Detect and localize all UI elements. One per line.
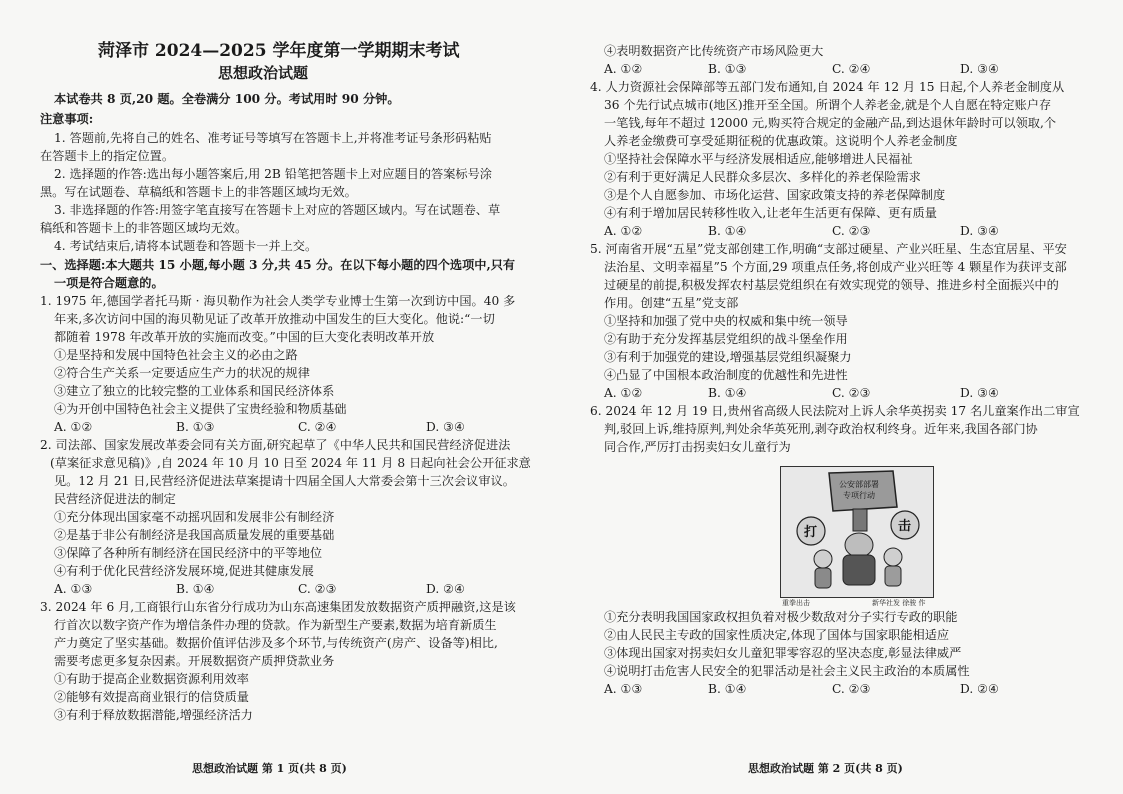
q2-option-c[interactable]: C. ②③: [298, 582, 337, 596]
q1-option-b[interactable]: B. ①③: [176, 420, 215, 434]
notice-line: 黑。写在试题卷、草稿纸和答题卡上的非答题区域均无效。: [40, 185, 357, 199]
cartoon-drawing: [781, 467, 933, 597]
section-heading: 一项是符合题意的。: [54, 276, 164, 290]
q6-stem: 6. 2024 年 12 月 19 日,贵州省高级人民法院对上诉人余华英拐卖 17 名儿童案作出二审宣: [590, 404, 1080, 418]
notice-title: 注意事项:: [40, 112, 94, 126]
cartoon-image: [780, 466, 934, 598]
page-footer: 思想政治试题 第 1 页(共 8 页): [192, 762, 347, 775]
sign-line: 公安部部署: [839, 480, 879, 489]
q5-item: ④凸显了中国根本政治制度的优越性和先进性: [604, 368, 848, 382]
sign-line: 专项行动: [843, 491, 875, 500]
hit-glyph: 击: [898, 519, 912, 534]
q4-option-b[interactable]: B. ①④: [708, 224, 747, 238]
page-1: [40, 0, 560, 794]
cartoon-caption: 重拳出击: [782, 599, 810, 607]
q1-option-c[interactable]: C. ②④: [298, 420, 337, 434]
q1-item: ①是坚持和发展中国特色社会主义的必由之路: [54, 348, 298, 362]
exam-title: 菏泽市 2024—2025 学年度第一学期期末考试: [98, 41, 460, 61]
q1-option-d[interactable]: D. ③④: [426, 420, 465, 434]
section-heading: 一、选择题:本大题共 15 小题,每小题 3 分,共 45 分。在以下每小题的四个选项中,只有: [40, 258, 516, 272]
q6-option-d[interactable]: D. ②④: [960, 682, 999, 696]
q1-option-a[interactable]: A. ①②: [54, 420, 93, 434]
notice-line: 4. 考试结束后,请将本试题卷和答题卡一并上交。: [54, 239, 318, 253]
q2-stem: 民营经济促进法的制定: [54, 492, 176, 506]
q4-item: ④有利于增加居民转移性收入,让老年生活更有保障、更有质量: [604, 206, 937, 220]
q2-option-a[interactable]: A. ①③: [54, 582, 93, 596]
q4-item: ①坚持社会保障水平与经济发展相适应,能够增进人民福祉: [604, 152, 913, 166]
notice-line: 在答题卡上的指定位置。: [40, 149, 175, 163]
notice-line: 稿纸和答题卡上的非答题区域均无效。: [40, 221, 248, 235]
q3-option-d[interactable]: D. ③④: [960, 62, 999, 76]
q4-option-c[interactable]: C. ②③: [832, 224, 871, 238]
q5-option-c[interactable]: C. ②③: [832, 386, 871, 400]
q4-item: ②有利于更好满足人民群众多层次、多样化的养老保险需求: [604, 170, 921, 184]
q4-option-d[interactable]: D. ③④: [960, 224, 999, 238]
q2-item: ②是基于非公有制经济是我国高质量发展的重要基础: [54, 528, 335, 542]
q3-item: ①有助于提高企业数据资源利用效率: [54, 672, 249, 686]
q1-stem: 1. 1975 年,德国学者托马斯 · 海贝勒作为社会人类学专业博士生第一次到访中国。40 多: [40, 294, 516, 308]
exam-subject: 思想政治试题: [218, 64, 309, 82]
q3-stem: 需要考虑更多复杂因素。开展数据资产质押贷款业务: [54, 654, 335, 668]
q5-option-b[interactable]: B. ①④: [708, 386, 747, 400]
q3-option-c[interactable]: C. ②④: [832, 62, 871, 76]
q2-stem: (草案征求意见稿)》,自 2024 年 10 月 10 日至 2024 年 11 月 8 日起向社会公开征求意: [50, 456, 531, 470]
q4-stem: 人养老金缴费可享受延期征税的优惠政策。这说明个人养老金制度: [604, 134, 958, 148]
q6-option-a[interactable]: A. ①③: [604, 682, 643, 696]
page-2: [590, 0, 1110, 794]
hit-glyph: 打: [804, 525, 818, 540]
q1-item: ④为开创中国特色社会主义提供了宝贵经验和物质基础: [54, 402, 347, 416]
q5-item: ①坚持和加强了党中央的权威和集中统一领导: [604, 314, 848, 328]
cartoon-credit: 新华社发 徐骏 作: [872, 599, 926, 607]
exam-intro: 本试卷共 8 页,20 题。全卷满分 100 分。考试用时 90 分钟。: [54, 92, 400, 106]
notice-line: 3. 非选择题的作答:用签字笔直接写在答题卡上对应的答题区域内。写在试题卷、草: [54, 203, 501, 217]
notice-line: 1. 答题前,先将自己的姓名、准考证号等填写在答题卡上,并将准考证号条形码粘贴: [54, 131, 492, 145]
q2-stem: 2. 司法部、国家发展改革委会同有关方面,研究起草了《中华人民共和国民营经济促进法: [40, 438, 511, 452]
q3-item: ③有利于释放数据潜能,增强经济活力: [54, 708, 253, 722]
q5-item: ②有助于充分发挥基层党组织的战斗堡垒作用: [604, 332, 848, 346]
q1-item: ③建立了独立的比较完整的工业体系和国民经济体系: [54, 384, 335, 398]
q4-stem: 36 个先行试点城市(地区)推开至全国。所谓个人养老金,就是个人自愿在特定账户存: [604, 98, 1052, 112]
q3-item: ④表明数据资产比传统资产市场风险更大: [604, 44, 824, 58]
q3-option-a[interactable]: A. ①②: [604, 62, 643, 76]
q2-item: ①充分体现出国家毫不动摇巩固和发展非公有制经济: [54, 510, 335, 524]
q5-stem: 法治星、文明幸福星”5 个方面,29 项重点任务,将创成产业兴旺等 4 颗星作为获评支部: [604, 260, 1067, 274]
q1-item: ②符合生产关系一定要适应生产力的状况的规律: [54, 366, 310, 380]
q1-stem: 都随着 1978 年改革开放的实施而改变。”中国的巨大变化表明改革开放: [54, 330, 435, 344]
q5-stem: 过硬星的前提,积极发挥农村基层党组织在有效实现党的领导、推进乡村全面振兴中的: [604, 278, 1059, 292]
q3-stem: 产力奠定了坚实基础。数据价值评估涉及多个环节,与传统资产(房产、设备等)相比,: [54, 636, 498, 650]
q1-stem: 年来,多次访问中国的海贝勒见证了改革开放推动中国发生的巨大变化。他说:“一切: [54, 312, 495, 326]
notice-line: 2. 选择题的作答:选出每小题答案后,用 2B 铅笔把答题卡上对应题目的答案标号涂: [54, 167, 492, 181]
q2-option-b[interactable]: B. ①④: [176, 582, 215, 596]
q6-item: ②由人民民主专政的国家性质决定,体现了国体与国家职能相适应: [604, 628, 950, 642]
q5-option-a[interactable]: A. ①②: [604, 386, 643, 400]
q3-option-b[interactable]: B. ①③: [708, 62, 747, 76]
q4-item: ③是个人自愿参加、市场化运营、国家政策支持的养老保障制度: [604, 188, 946, 202]
q2-item: ④有利于优化民营经济发展环境,促进其健康发展: [54, 564, 314, 578]
q4-stem: 4. 人力资源社会保障部等五部门发布通知,自 2024 年 12 月 15 日起,个人养老金制度从: [590, 80, 1065, 94]
q6-stem: 判,驳回上诉,维持原判,判处余华英死刑,剥夺政治权利终身。近年来,我国各部门协: [604, 422, 1038, 436]
q5-stem: 5. 河南省开展“五星”党支部创建工作,明确“支部过硬星、产业兴旺星、生态宜居星、平安: [590, 242, 1067, 256]
q6-item: ④说明打击危害人民安全的犯罪活动是社会主义民主政治的本质属性: [604, 664, 970, 678]
q6-option-b[interactable]: B. ①④: [708, 682, 747, 696]
q3-stem: 行首次以数字资产作为增信条件办理的贷款。作为新型生产要素,数据为培育新质生: [54, 618, 497, 632]
q6-item: ①充分表明我国国家政权担负着对极少数敌对分子实行专政的职能: [604, 610, 958, 624]
q3-item: ②能够有效提高商业银行的信贷质量: [54, 690, 249, 704]
q6-stem: 同合作,严厉打击拐卖妇女儿童行为: [604, 440, 791, 454]
q6-option-c[interactable]: C. ②③: [832, 682, 871, 696]
q2-item: ③保障了各种所有制经济在国民经济中的平等地位: [54, 546, 323, 560]
q2-stem: 见。12 月 21 日,民营经济促进法草案提请十四届全国人大常委会第十三次会议审议。: [54, 474, 515, 488]
q5-item: ③有利于加强党的建设,增强基层党组织凝聚力: [604, 350, 852, 364]
q5-stem: 作用。创建“五星”党支部: [604, 296, 739, 310]
q6-item: ③体现出国家对拐卖妇女儿童犯罪零容忍的坚决态度,彰显法律威严: [604, 646, 962, 660]
q4-stem: 一笔钱,每年不超过 12000 元,购买符合规定的金融产品,到达退休年龄时可以领取,个: [604, 116, 1057, 130]
q5-option-d[interactable]: D. ③④: [960, 386, 999, 400]
q3-stem: 3. 2024 年 6 月,工商银行山东省分行成功为山东高速集团发放数据资产质押融资,这是该: [40, 600, 516, 614]
page-footer: 思想政治试题 第 2 页(共 8 页): [748, 762, 903, 775]
q2-option-d[interactable]: D. ②④: [426, 582, 465, 596]
q4-option-a[interactable]: A. ①②: [604, 224, 643, 238]
